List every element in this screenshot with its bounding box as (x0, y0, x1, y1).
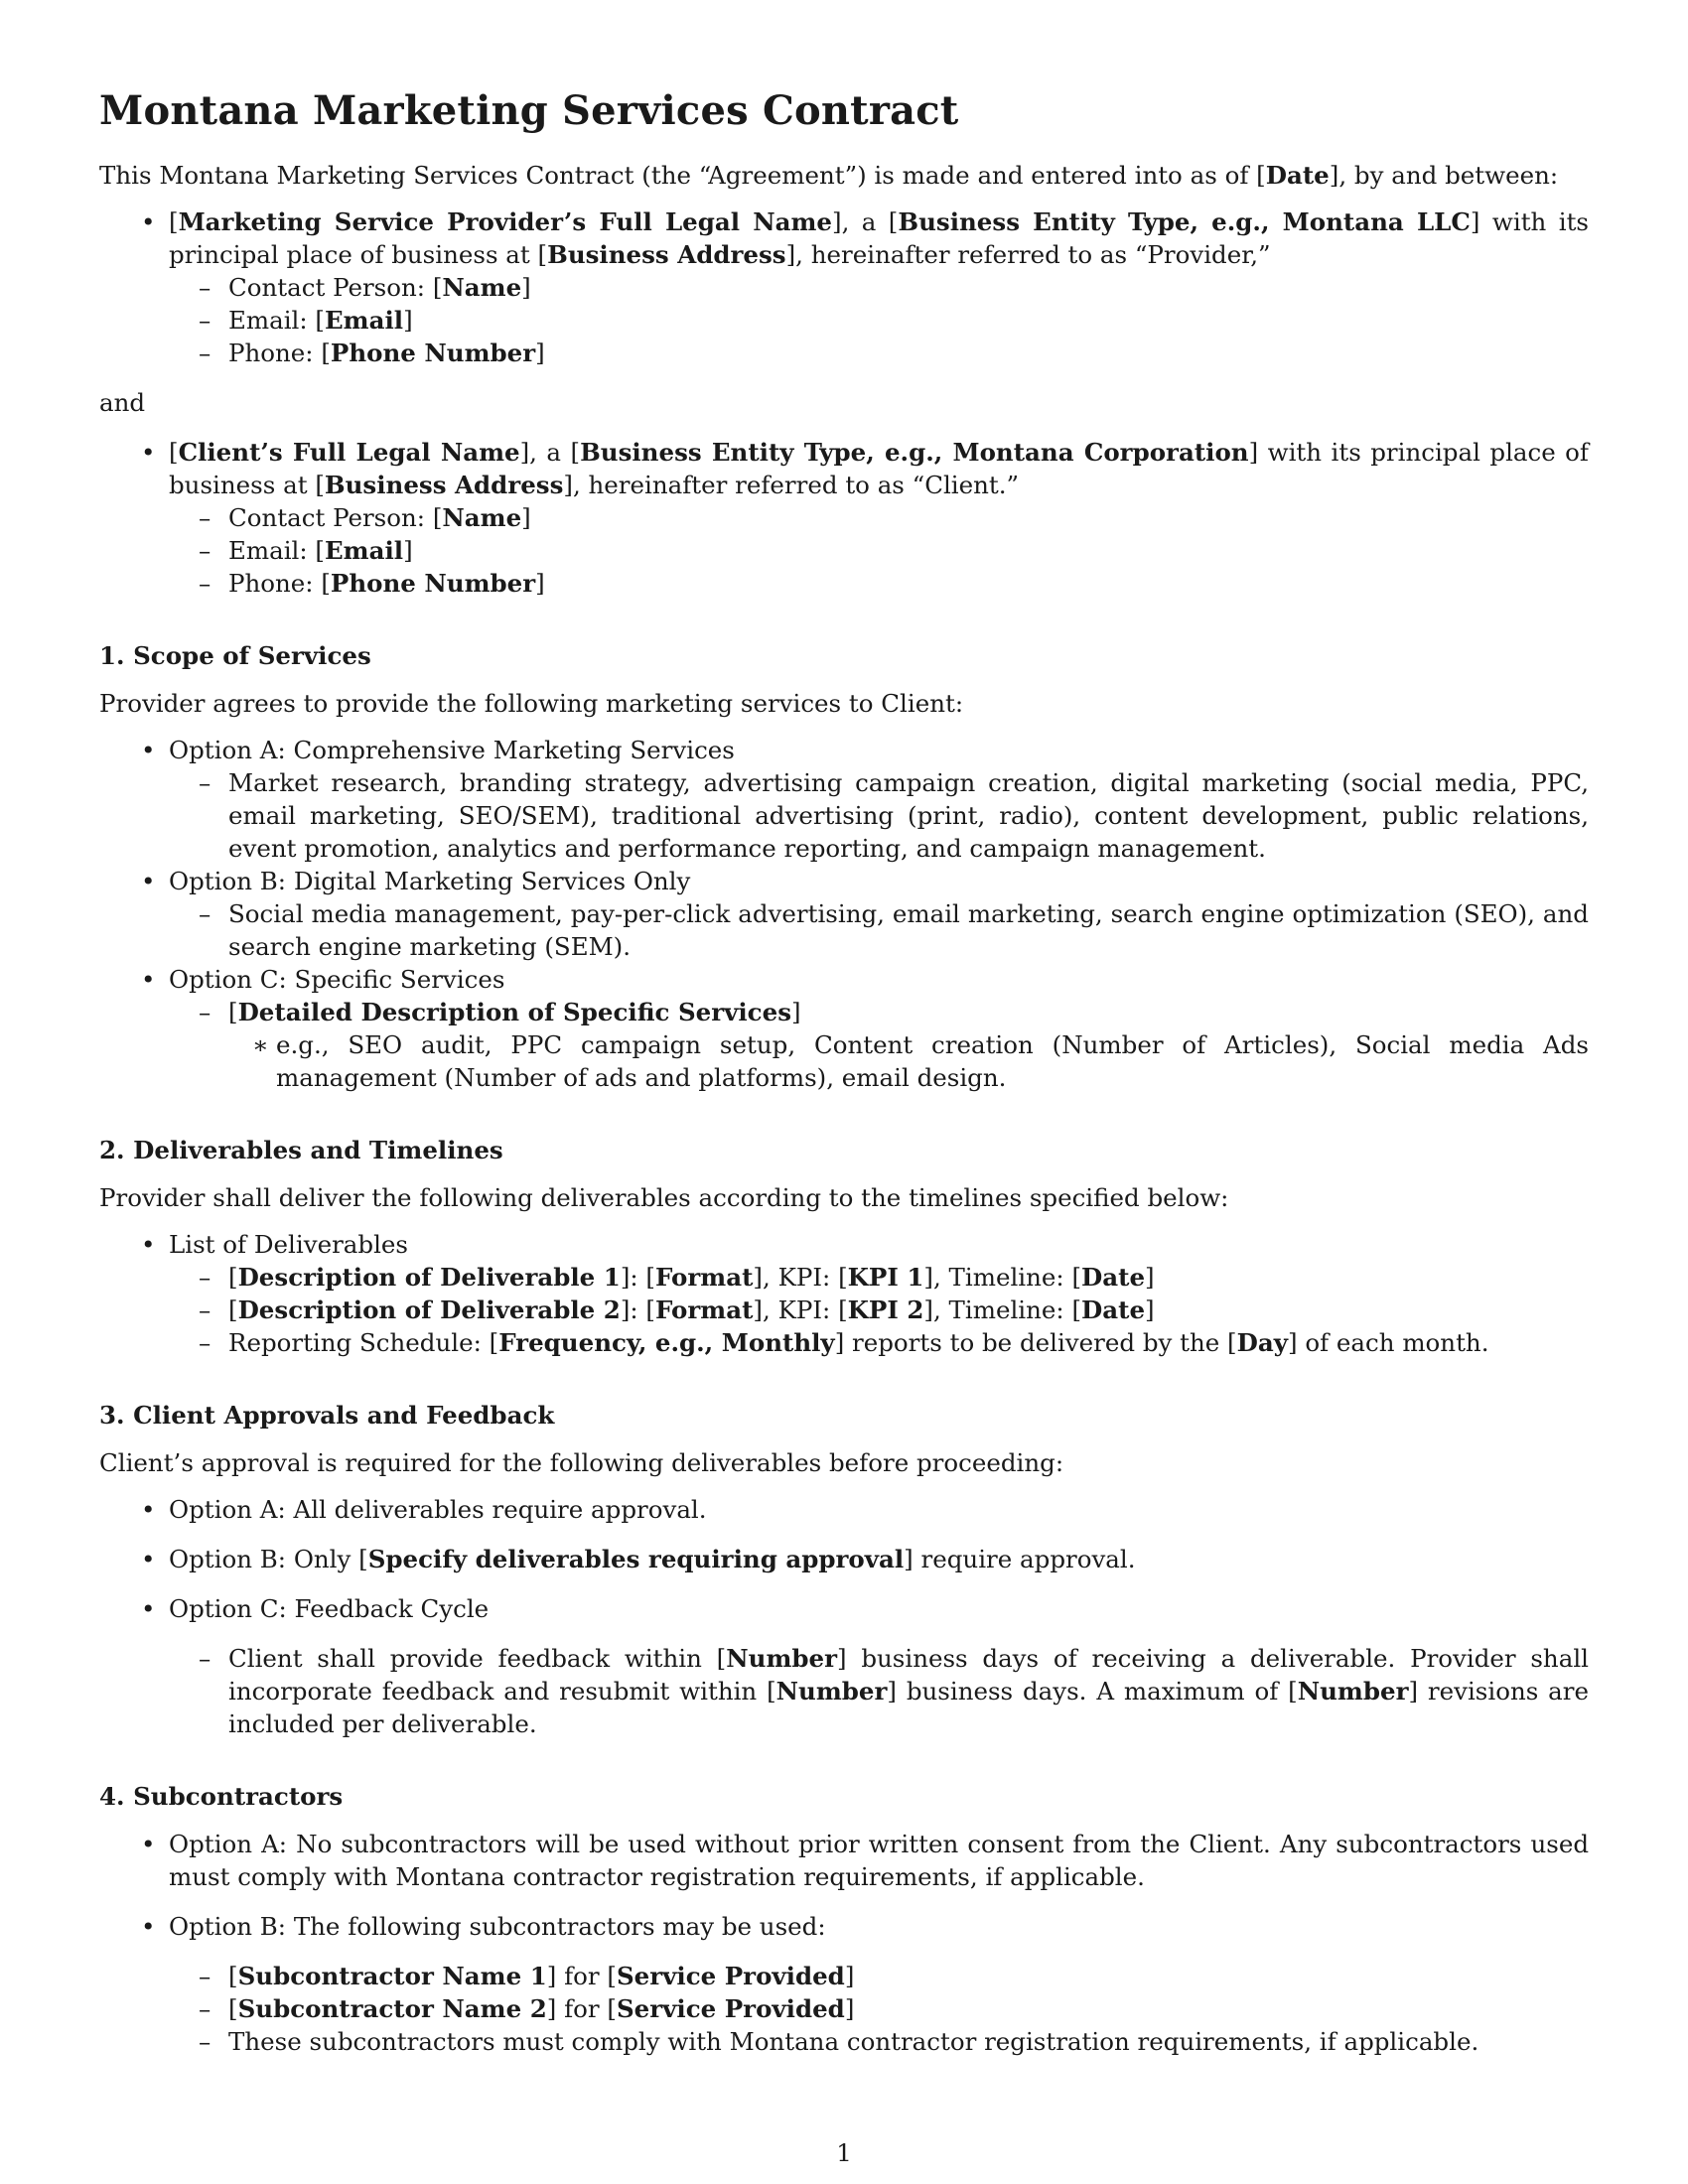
text-fragment: ], (753, 1263, 778, 1292)
text-fragment: ]: [ (620, 1296, 655, 1324)
scope-option-b-detail: – Social media management, pay-per-click advertising, email marketing, search engine optimization (SEO), and search engine marketing (SEM). (199, 897, 1589, 963)
section-4-heading: 4. Subcontractors (99, 1782, 344, 1811)
bracket: ] (1145, 1296, 1155, 1324)
label: Phone: [ (228, 339, 331, 367)
text-fragment: ]: [ (620, 1263, 655, 1292)
intro-paragraph (99, 159, 1589, 192)
section-1-options (99, 734, 1589, 1094)
client-contact-person (199, 501, 1589, 534)
scope-option-c-detail (199, 996, 1589, 1094)
provider-name-placeholder: Marketing Service Provider’s Full Legal Name (178, 207, 833, 236)
label: Contact Person: [ (228, 503, 443, 532)
placeholder: Number (1297, 1677, 1409, 1706)
placeholder: Detailed Description of Specific Services (237, 998, 791, 1026)
label: Phone: [ (228, 569, 331, 598)
placeholder: Frequency, e.g., Monthly (498, 1328, 835, 1357)
client-address-placeholder: Business Address (324, 471, 564, 499)
and-separator: and (99, 388, 146, 417)
subcontractor-option-b (99, 1910, 1589, 2058)
section-3-heading: 3. Client Approvals and Feedback (99, 1401, 555, 1430)
provider-contact-person (199, 271, 1589, 304)
label: KPI: [ (777, 1263, 848, 1292)
placeholder: Date (1081, 1296, 1146, 1324)
text-fragment: Option B: Only [ (169, 1545, 368, 1573)
placeholder: Day (1236, 1328, 1288, 1357)
bracket: ] (521, 273, 531, 302)
placeholder: Name (442, 503, 522, 532)
provider-entity-placeholder: Business Entity Type, e.g., Montana LLC (898, 207, 1471, 236)
list-label: List of Deliverables (169, 1230, 408, 1259)
provider-list (99, 205, 1589, 369)
intro-text-before: This Montana Marketing Services Contract (the “Agreement”) is made and entered into as of [ (99, 161, 1266, 190)
placeholder: Service Provided (616, 1994, 845, 2023)
scope-option-b-details (169, 897, 1589, 963)
deliverable-1 (199, 1261, 1589, 1294)
section-2-list (99, 1228, 1589, 1359)
placeholder: Description of Deliverable 2 (237, 1296, 621, 1324)
placeholder: Email (325, 536, 404, 565)
reporting-schedule (199, 1326, 1589, 1359)
placeholder: Description of Deliverable 1 (237, 1263, 621, 1292)
placeholder: Subcontractor Name 2 (237, 1994, 547, 2023)
label: Timeline: [ (948, 1263, 1082, 1292)
document-title: Montana Marketing Services Contract (99, 87, 959, 134)
scope-option-b (99, 865, 1589, 963)
label: Contact Person: [ (228, 273, 443, 302)
text-fragment: ] with its principal place of business at [ (169, 438, 1590, 499)
placeholder: Email (325, 306, 404, 335)
text-fragment: ] of each month. (1287, 1328, 1489, 1357)
bracket: [ (228, 1962, 238, 1990)
subcontractor-compliance: – These subcontractors must comply with Montana contractor registration requirements, if applicable. (199, 2025, 1589, 2058)
scope-option-a (99, 734, 1589, 865)
placeholder: Name (442, 273, 522, 302)
text-fragment: ], a [ (832, 207, 899, 236)
text-fragment: ] require approval. (904, 1545, 1136, 1573)
subcontractor-option-a: • Option A: No subcontractors will be used without prior written consent from the Client. Any subcontractors used must comply with Montana contractor registration requirements, if applicable. (99, 1828, 1589, 1893)
placeholder: Format (655, 1296, 754, 1324)
placeholder: Number (775, 1677, 888, 1706)
placeholder: Phone Number (330, 339, 536, 367)
placeholder: Date (1081, 1263, 1146, 1292)
deliverable-2 (199, 1294, 1589, 1326)
bracket: ] (844, 1994, 855, 2023)
section-3-intro: Client’s approval is required for the following deliverables before proceeding: (99, 1448, 1064, 1477)
bracket: [ (228, 1994, 238, 2023)
section-2-heading: 2. Deliverables and Timelines (99, 1136, 503, 1164)
bracket: ] (535, 339, 545, 367)
text-fragment: ] for [ (546, 1962, 617, 1990)
client-entity-placeholder: Business Entity Type, e.g., Montana Corporation (580, 438, 1249, 467)
section-4-options (99, 1828, 1589, 2058)
placeholder: Phone Number (330, 569, 536, 598)
bracket: ] (844, 1962, 855, 1990)
client-name-placeholder: Client’s Full Legal Name (178, 438, 520, 467)
text-fragment: ] with its principal place of business at [ (169, 207, 1589, 269)
bracket: ] (403, 306, 413, 335)
placeholder: Service Provided (616, 1962, 845, 1990)
subcontractor-2 (199, 1992, 1589, 2025)
subcontractor-1 (199, 1960, 1589, 1992)
label: Email: [ (228, 536, 325, 565)
text-fragment: ], hereinafter referred to as “Provider,” (785, 240, 1271, 269)
placeholder: Specify deliverables requiring approval (367, 1545, 905, 1573)
option-label: Option A: Comprehensive Marketing Services (169, 736, 735, 764)
text-fragment: ] business days. A maximum of [ (887, 1677, 1298, 1706)
intro-date-placeholder: Date (1265, 161, 1330, 190)
provider-phone (199, 337, 1589, 369)
label: Reporting Schedule: [ (228, 1328, 499, 1357)
section-2-intro: Provider shall deliver the following deliverables according to the timelines specified below: (99, 1183, 1229, 1212)
bracket: ] (535, 569, 545, 598)
option-label: Option C: Feedback Cycle (169, 1594, 490, 1623)
bracket: [ (228, 998, 238, 1026)
intro-text-after: ], by and between: (1329, 161, 1559, 190)
bracket: [ (169, 438, 179, 467)
provider-email (199, 304, 1589, 337)
subcontractor-list (169, 1960, 1589, 2058)
text-fragment: ] revisions are included per deliverable. (228, 1677, 1589, 1738)
bracket: ] (521, 503, 531, 532)
label: KPI: [ (777, 1296, 848, 1324)
provider-contact-list (169, 271, 1589, 369)
client-phone (199, 567, 1589, 600)
section-3-options (99, 1493, 1589, 1740)
deliverables-list (99, 1228, 1589, 1359)
client-email (199, 534, 1589, 567)
scope-option-c (99, 963, 1589, 1094)
text-fragment: ], hereinafter referred to as “Client.” (563, 471, 1020, 499)
text-fragment: ], (923, 1263, 949, 1292)
bracket: [ (228, 1296, 238, 1324)
text-fragment: ] for [ (546, 1994, 617, 2023)
section-1-heading: 1. Scope of Services (99, 641, 371, 670)
placeholder: Number (726, 1644, 837, 1673)
text-fragment: ], (923, 1296, 949, 1324)
text-fragment: ], (753, 1296, 778, 1324)
approval-option-b (99, 1543, 1589, 1575)
scope-option-a-detail: – Market research, branding strategy, advertising campaign creation, digital marketing (social media, PPC, email marketing, SEO/SEM), traditional advertising (print, radio), content development, public relations, event promotion, analytics and performance reporting, and campaign management. (199, 766, 1589, 865)
page-number: 1 (836, 2138, 852, 2167)
approval-option-a: • Option A: All deliverables require approval. (99, 1493, 1589, 1526)
option-label: Option C: Specific Services (169, 965, 505, 994)
approval-option-c (99, 1592, 1589, 1740)
text-fragment: ], a [ (519, 438, 581, 467)
placeholder: Subcontractor Name 1 (237, 1962, 547, 1990)
placeholder: KPI 1 (847, 1263, 924, 1292)
client-contact-list (169, 501, 1589, 600)
client-item (99, 436, 1589, 600)
option-label: Option B: The following subcontractors may be used: (169, 1912, 826, 1941)
bracket: ] (403, 536, 413, 565)
bracket: [ (228, 1263, 238, 1292)
scope-option-c-examples (228, 1028, 1589, 1094)
client-list (99, 436, 1589, 600)
text-fragment: Client shall provide feedback within [ (228, 1644, 727, 1673)
section-1-intro: Provider agrees to provide the following marketing services to Client: (99, 689, 964, 718)
deliverables-items (169, 1261, 1589, 1359)
bracket: ] (1145, 1263, 1155, 1292)
label: Email: [ (228, 306, 325, 335)
feedback-cycle-details (169, 1642, 1589, 1740)
text-fragment: ] reports to be delivered by the [ (834, 1328, 1237, 1357)
bracket: [ (169, 207, 179, 236)
provider-address-placeholder: Business Address (547, 240, 786, 269)
bracket: ] (791, 998, 801, 1026)
scope-option-a-details (169, 766, 1589, 865)
feedback-cycle-detail (199, 1642, 1589, 1740)
placeholder: Format (655, 1263, 754, 1292)
placeholder: KPI 2 (847, 1296, 924, 1324)
text-fragment: ] business days of receiving a deliverable. Provider shall incorporate feedback and resubmit within [ (228, 1644, 1589, 1706)
option-label: Option B: Digital Marketing Services Only (169, 867, 691, 895)
scope-option-c-example: ∗ e.g., SEO audit, PPC campaign setup, Content creation (Number of Articles), Social media Ads management (Number of ads and platforms), email design. (252, 1028, 1589, 1094)
label: Timeline: [ (948, 1296, 1082, 1324)
scope-option-c-details (169, 996, 1589, 1094)
provider-item (99, 205, 1589, 369)
